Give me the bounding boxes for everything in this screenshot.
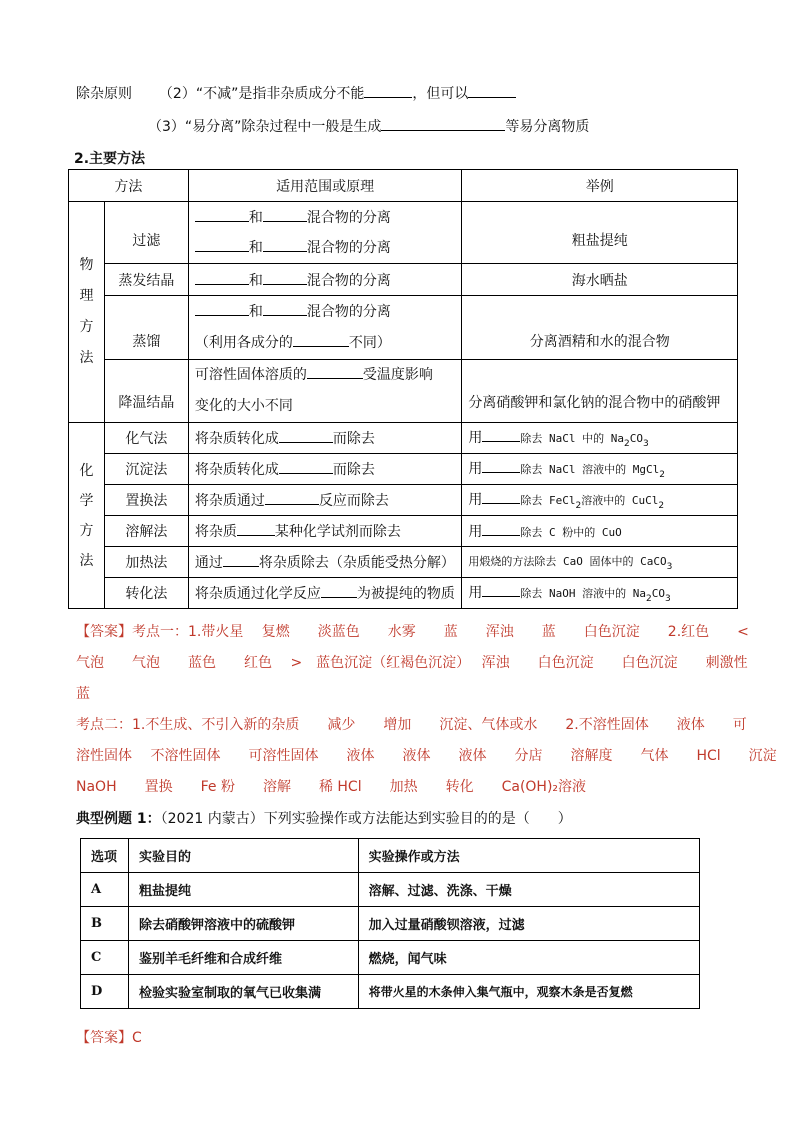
example-dissolve: 用 除去 C 粉中的 CuO	[462, 516, 738, 547]
method-evap: 蒸发结晶	[104, 264, 188, 296]
example-filter: 粗盐提纯	[462, 202, 738, 264]
table-row	[69, 202, 738, 264]
physical-label: 物 理 方 法	[69, 202, 105, 423]
principle-cool: 可溶性固体溶质的 受温度影响 变化的大小不同	[188, 360, 462, 423]
table-header-row	[69, 170, 738, 202]
principle-gas: 将杂质转化成 而除去	[188, 423, 462, 454]
principle-convert: 将杂质通过化学反应 为被提纯的物质	[188, 578, 462, 609]
answer-value: C	[132, 1030, 142, 1046]
principles-label: 除杂原则	[76, 86, 132, 102]
blank	[468, 83, 516, 98]
table-header-row	[81, 839, 700, 873]
header-method: 方法	[69, 170, 189, 202]
table-row	[81, 975, 700, 1009]
table-row	[69, 360, 738, 423]
example-evap: 海水晒盐	[462, 264, 738, 296]
principle-precip: 将杂质转化成 而除去	[188, 454, 462, 485]
table-row	[69, 578, 738, 609]
operation-cell: 加入过量硝酸钡溶液，过滤	[358, 907, 699, 941]
example-label: 典型例题 1：	[76, 811, 161, 827]
example-heat: 用煅烧的方法除去 CaO 固体中的 CaCO$_3$	[462, 547, 738, 578]
principle-heat: 通过 将杂质除去（杂质能受热分解）	[188, 547, 462, 578]
header-goal: 实验目的	[128, 839, 358, 873]
principles-line-3: （3）“易分离”除杂过程中一般是生成 等易分离物质	[148, 116, 589, 136]
table-row	[69, 264, 738, 296]
methods-table	[68, 169, 738, 609]
answer-line-5: 溶性固体 不溶性固体 可溶性固体 液体 液体 液体 分店 溶解度 气体 HCl 沉淀	[76, 748, 777, 764]
table-row	[81, 907, 700, 941]
principle-distill: 和 混合物的分离 （利用各成分的 不同）	[188, 296, 462, 360]
goal-cell: 除去硝酸钾溶液中的硫酸钾	[128, 907, 358, 941]
method-filter: 过滤	[104, 202, 188, 264]
example-cool: 分离硝酸钾和氯化钠的混合物中的硝酸钾	[462, 360, 738, 423]
option-cell: B	[81, 907, 129, 941]
method-cool: 降温结晶	[104, 360, 188, 423]
example-convert: 用 除去 NaOH 溶液中的 $Na_2CO_3$	[462, 578, 738, 609]
answer-line-1: 【答案】考点一：1.带火星 复燃 淡蓝色 水雾 蓝 浑浊 蓝 白色沉淀 2.红色 <	[76, 624, 749, 640]
table-row	[81, 941, 700, 975]
method-dissolve: 溶解法	[104, 516, 188, 547]
example-question	[76, 808, 572, 828]
example-precip: 用 除去 NaCl 溶液中的 MgCl$_2$	[462, 454, 738, 485]
option-cell: C	[81, 941, 129, 975]
example-distill: 分离酒精和水的混合物	[462, 296, 738, 360]
example-answer	[76, 1027, 142, 1047]
example-gas: 用 除去 NaCl 中的 $Na_2CO_3$	[462, 423, 738, 454]
goal-cell: 检验实验室制取的氧气已收集满	[128, 975, 358, 1009]
option-cell: A	[81, 873, 129, 907]
header-option: 选项	[81, 839, 129, 873]
principles-line-2: 除杂原则 （2）“不减”是指非杂质成分不能 ，但可以	[76, 83, 516, 103]
answer-line-4: 考点二：1.不生成、不引入新的杂质 减少 增加 沉淀、气体或水 2.不溶性固体 液体 可	[76, 717, 747, 733]
table-row	[69, 547, 738, 578]
example-table	[80, 838, 700, 1009]
method-precip: 沉淀法	[104, 454, 188, 485]
operation-cell: 溶解、过滤、洗涤、干燥	[358, 873, 699, 907]
answer-label: 【答案】	[76, 1030, 132, 1046]
goal-cell: 鉴别羊毛纤维和合成纤维	[128, 941, 358, 975]
principle-dissolve: 将杂质 某种化学试剂而除去	[188, 516, 462, 547]
header-example: 举例	[462, 170, 738, 202]
method-distill: 蒸馏	[104, 296, 188, 360]
principle-evap: 和 混合物的分离	[188, 264, 462, 296]
table-row	[69, 516, 738, 547]
operation-cell: 将带火星的木条伸入集气瓶中，观察木条是否复燃	[358, 975, 699, 1009]
table-row	[69, 485, 738, 516]
goal-cell: 粗盐提纯	[128, 873, 358, 907]
method-heat: 加热法	[104, 547, 188, 578]
operation-cell: 燃烧，闻气味	[358, 941, 699, 975]
table-row	[69, 454, 738, 485]
blank	[381, 116, 505, 131]
example-question-text: （2021 内蒙古）下列实验操作或方法能达到实验目的的是（ ）	[160, 811, 572, 827]
section-title: 2.主要方法	[74, 151, 146, 167]
option-cell: D	[81, 975, 129, 1009]
blank	[364, 83, 412, 98]
table-row	[81, 873, 700, 907]
answer-line-6: NaOH 置换 Fe 粉 溶解 稀 HCl 加热 转化 Ca(OH)₂溶液	[76, 779, 587, 795]
header-operation: 实验操作或方法	[358, 839, 699, 873]
answer-line-3: 蓝	[76, 686, 90, 702]
table-row	[69, 296, 738, 360]
answer-line-2: 气泡 气泡 蓝色 红色 > 蓝色沉淀（红褐色沉淀） 浑浊 白色沉淀 白色沉淀 刺激性	[76, 655, 748, 671]
header-principle: 适用范围或原理	[188, 170, 462, 202]
table-row	[69, 423, 738, 454]
example-replace: 用 除去 FeCl$_2$溶液中的 CuCl$_2$	[462, 485, 738, 516]
method-gas: 化气法	[104, 423, 188, 454]
chemical-label: 化 学 方 法	[69, 423, 105, 609]
principle-replace: 将杂质通过 反应而除去	[188, 485, 462, 516]
method-replace: 置换法	[104, 485, 188, 516]
method-convert: 转化法	[104, 578, 188, 609]
principle-filter: 和 混合物的分离 和 混合物的分离	[188, 202, 462, 264]
